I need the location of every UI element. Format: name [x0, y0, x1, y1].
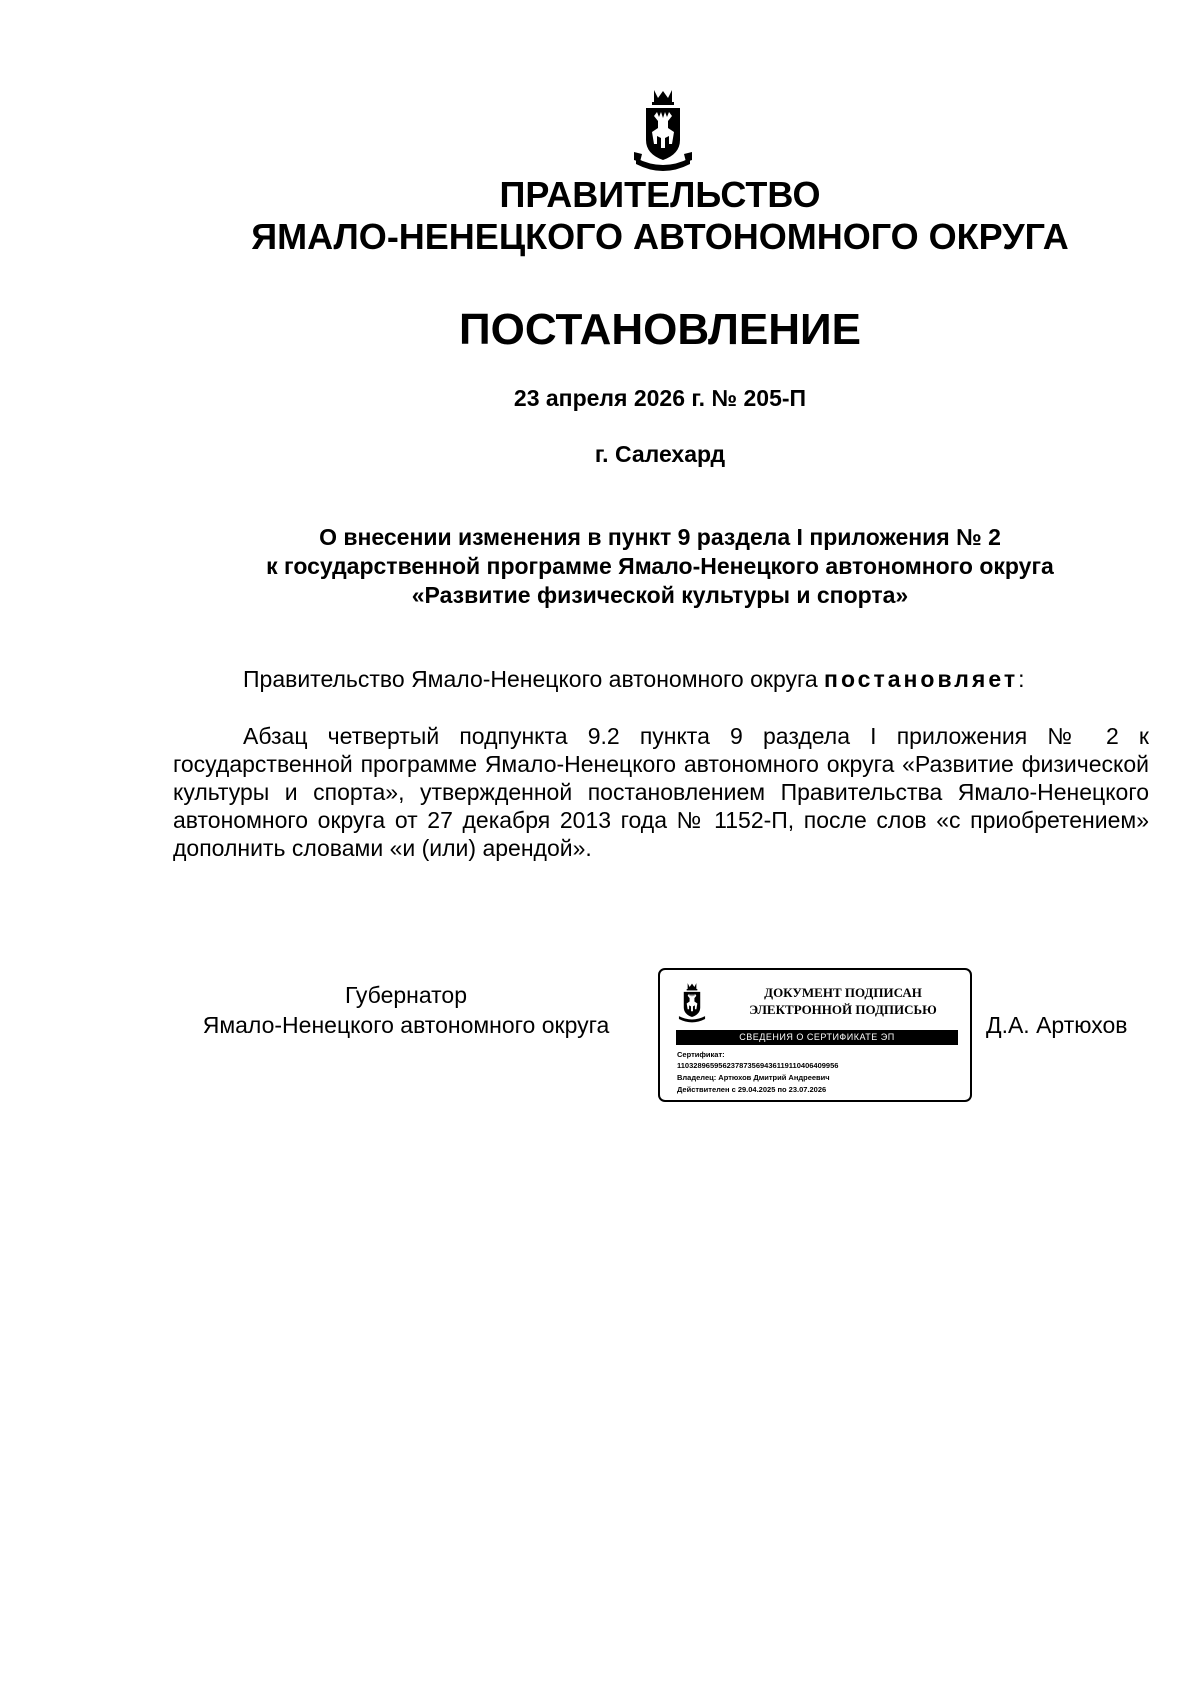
resolution-body-paragraph: Абзац четвертый подпункта 9.2 пункта 9 раздела I приложения № 2 к государственной программе Ямало-Ненецкого автономного округа «Развитие физической культуры и спорта», утвержденной постановлением Правительства Ямало-Ненецкого автономного округа от 27 декабря 2013 года № 1152-П, после слов «с приобретением» дополнить словами «и (или) арендой».	[173, 723, 1149, 861]
document-city: г. Салехард	[594, 441, 726, 467]
certificate-validity: Действителен с 29.04.2025 по 23.07.2026	[677, 1085, 827, 1094]
organization-name-line1: ПРАВИТЕЛЬСТВО	[499, 174, 821, 215]
subject-line1: О внесении изменения в пункт 9 раздела I приложения № 2	[319, 524, 1001, 550]
subject-line3: «Развитие физической культуры и спорта»	[411, 582, 909, 608]
signatory-title-line1: Губернатор	[344, 982, 468, 1008]
stamp-title-line1: ДОКУМЕНТ ПОДПИСАН	[764, 985, 922, 1000]
organization-name-line2: ЯМАЛО-НЕНЕЦКОГО АВТОНОМНОГО ОКРУГА	[251, 216, 1069, 257]
signatory-name: Д.А. Артюхов	[986, 1012, 1128, 1038]
stamp-title-line2: ЭЛЕКТРОННОЙ ПОДПИСЬЮ	[749, 1002, 937, 1017]
document-date-number: 23 апреля 2026 г. № 205-П	[513, 385, 807, 411]
document-subject	[60, 523, 1200, 610]
certificate-number: 110328965956237873569436119110406409956	[677, 1061, 839, 1070]
resolution-intro-colon: :	[1018, 666, 1025, 692]
certificate-label: Сертификат:	[677, 1050, 725, 1059]
document-type-title: ПОСТАНОВЛЕНИЕ	[458, 305, 862, 354]
electronic-signature-stamp	[658, 968, 972, 1102]
signatory-title-line2: Ямало-Ненецкого автономного округа	[202, 1012, 610, 1038]
stamp-title	[732, 984, 954, 1018]
resolution-intro-paragraph	[173, 665, 1149, 693]
signatory-title	[173, 980, 639, 1040]
resolution-intro-text: Правительство Ямало-Ненецкого автономного округа	[243, 666, 825, 692]
coat-of-arms-icon	[632, 88, 694, 174]
coat-of-arms-icon	[677, 982, 707, 1024]
resolution-keyword: постановляет	[824, 666, 1019, 692]
certificate-info-bar: СВЕДЕНИЯ О СЕРТИФИКАТЕ ЭП	[676, 1030, 958, 1045]
certificate-owner: Владелец: Артюхов Дмитрий Андреевич	[677, 1073, 830, 1082]
subject-line2: к государственной программе Ямало-Ненецкого автономного округа	[266, 553, 1054, 579]
